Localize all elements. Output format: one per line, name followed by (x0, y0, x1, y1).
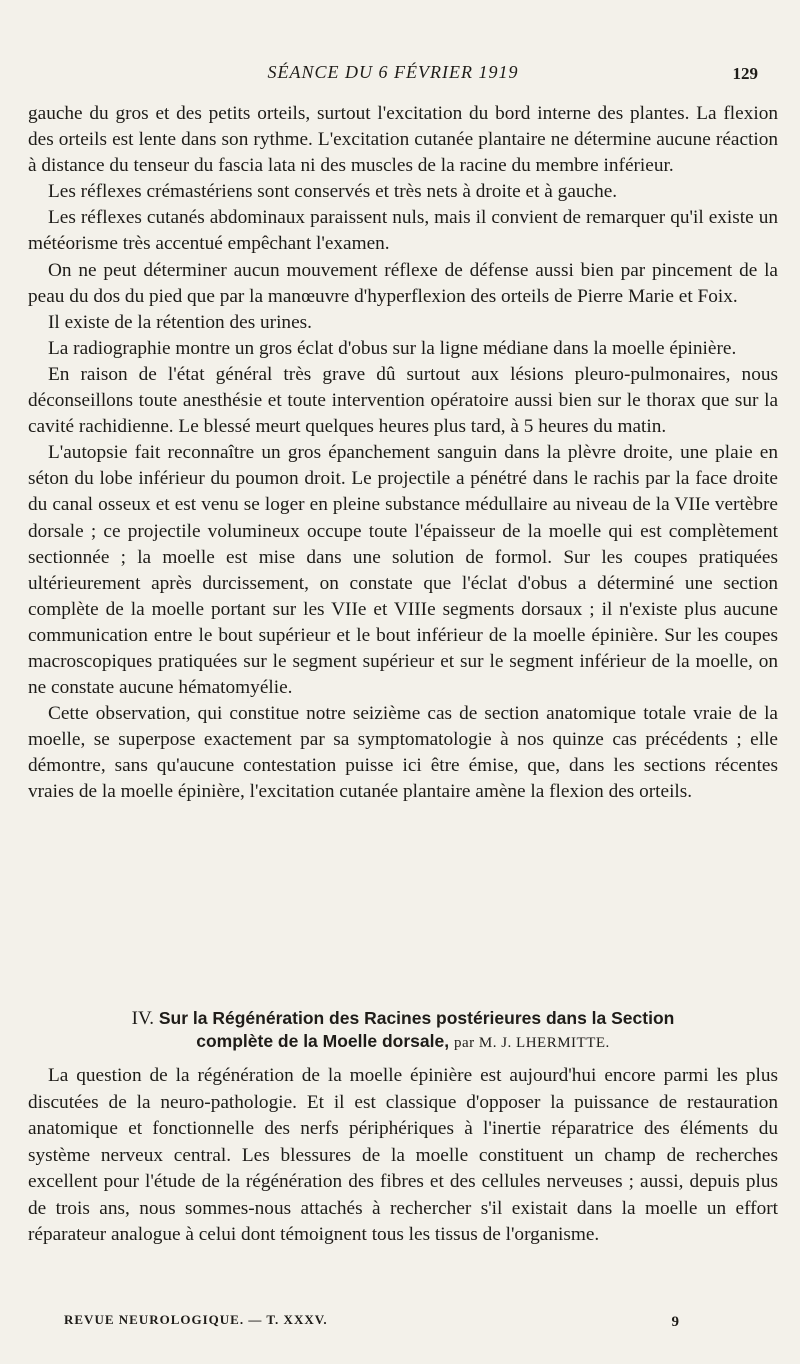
paragraph: La question de la régénération de la moelle épinière est aujourd'hui encore parmi les plus discutées de la neuro-pathologie. Et il est classique d'opposer la puissance de restauration anatomique et fonctionnelle des nerfs périphériques à l'inertie réparatrice des éléments du système nerveux central. Les blessures de la moelle constituent un champ de recherches excellent pour l'étude de la régénération des fibres et des cellules nerveuses ; aussi, depuis plus de trois ans, nous sommes-nous attachés à rechercher s'il existait dans la moelle un effort réparateur analogue à celui dont témoignent tous les tissus de l'organisme. (28, 1065, 778, 1245)
paragraph: Les réflexes cutanés abdominaux paraissent nuls, mais il convient de remarquer qu'il existe un météorisme très accentué empêchant l'examen. (28, 207, 778, 255)
section-title-line1: Sur la Régénération des Racines postérieures dans la Section (158, 1008, 675, 1028)
running-head (28, 62, 758, 92)
paragraph: Les réflexes crémastériens sont conservés et très nets à droite et à gauche. (48, 181, 618, 203)
section-author: par M. J. LHERMITTE. (453, 1035, 610, 1051)
section-title-line2: complète de la Moelle dorsale, (196, 1031, 450, 1051)
paragraph: Cette observation, qui constitue notre seizième cas de section anatomique totale vraie de la moelle, se superpose exactement par sa symptomatologie à nos quinze cas précédents ; elle démontre, sans qu'aucune contestation puisse ici être émise, que, dans les sections récentes vraies de la moelle épinière, l'excitation cutanée plantaire amène la flexion des orteils. (28, 703, 778, 803)
paragraph: Il existe de la rétention des urines. (48, 311, 312, 333)
paragraph: En raison de l'état général très grave dû surtout aux lésions pleuro-pulmonaires, nous déconseillons toute anesthésie et toute intervention opératoire aussi bien sur le thorax que sur la cavité rachidienne. Le blessé meurt quelques heures plus tard, à 5 heures du matin. (28, 363, 778, 438)
section-body (28, 1063, 778, 1249)
paragraph: On ne peut déterminer aucun mouvement réflexe de défense aussi bien par pincement de la peau du dos du pied que par la manœuvre d'hyperflexion des orteils de Pierre Marie et Foix. (28, 259, 778, 307)
page-footer (64, 1312, 680, 1336)
page-number: 129 (732, 64, 758, 83)
section-numeral: IV. (131, 1008, 154, 1029)
signature-mark: 9 (671, 1314, 680, 1330)
running-title: SÉANCE DU 6 FÉVRIER 1919 (267, 62, 519, 82)
journal-name: REVUE NEUROLOGIQUE. — T. XXXV. (64, 1312, 328, 1327)
paragraph: gauche du gros et des petits orteils, surtout l'excitation du bord interne des plantes. La flexion des orteils est lente dans son rythme. L'excitation cutanée plantaire ne détermine aucune réaction à distance du tenseur du fascia lata ni des muscles de la racine du membre inférieur. (28, 103, 778, 177)
section-heading (28, 1007, 778, 1055)
paragraph: L'autopsie fait reconnaître un gros épanchement sanguin dans la plèvre droite, une plaie en séton du lobe inférieur du poumon droit. Le projectile a pénétré dans le rachis par la face droite du canal osseux et est venu se loger en pleine substance médullaire au niveau de la VIIe vertèbre dorsale ; ce projectile volumineux occupe toute l'épaisseur de la moelle qui est complètement sectionnée ; la moelle est mise dans une solution de formol. Sur les coupes pratiquées ultérieurement après durcissement, on constate que l'éclat d'obus a déterminé une section complète de la moelle portant sur les VIIe et VIIIe segments dorsaux ; il n'existe plus aucune communication entre le bout supérieur et le bout inférieur de la moelle épinière. Sur les coupes macroscopiques pratiquées sur le segment supérieur et sur le segment inférieur de la moelle, on ne constate aucune hématomyélie. (28, 442, 778, 699)
body-text (28, 101, 778, 806)
paragraph: La radiographie montre un gros éclat d'obus sur la ligne médiane dans la moelle épinière. (48, 337, 737, 359)
